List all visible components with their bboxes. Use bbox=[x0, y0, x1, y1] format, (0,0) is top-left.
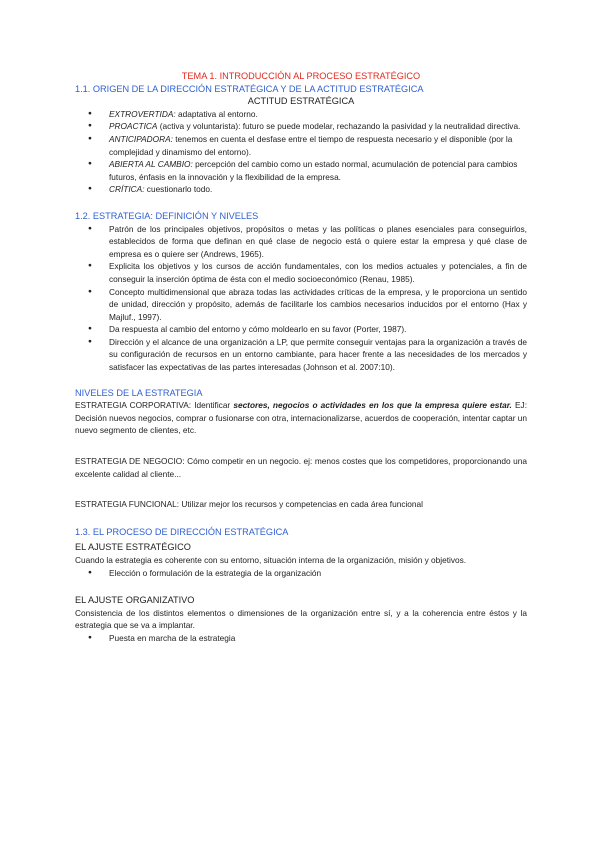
emphasis: sectores, negocios o actividades en los que la empresa quiere estar. bbox=[233, 400, 512, 411]
text: Identificar bbox=[191, 400, 234, 411]
ajuste-estrategico-text: Cuando la estrategia es coherente con su entorno, situación interna de la organización, misión y objetivos. bbox=[75, 555, 467, 565]
list-item bbox=[88, 183, 527, 196]
section-1-heading: 1.1. ORIGEN DE LA DIRECCIÓN ESTRATÉGICA Y DE LA ACTITUD ESTRATÉGICA bbox=[75, 83, 424, 94]
ajuste-organizativo-list bbox=[75, 632, 527, 645]
estrategia-corporativa bbox=[75, 399, 527, 437]
text: EJ: Decisión nuevos negocios, comprar o fusionarse con otra, internacionalizarse, acuerdos de cooperación, intentar captar un nuevo segmento de clientes, etc. bbox=[75, 400, 527, 436]
item-text: cuestionarlo todo. bbox=[144, 184, 213, 195]
list-item: ● Dirección y el alcance de una organización a LP, que permite conseguir ventajas para la organización a través de su configuración de recursos en un entorno cambiante, para hacer frente a las necesidades de los mercados y satisfacer las expectativas de las partes interesadas (Johnson et al. 2007:10). bbox=[88, 336, 527, 374]
text: Utilizar mejor los recursos y competencias en cada área funcional bbox=[179, 499, 423, 510]
niveles-heading: NIVELES DE LA ESTRATEGIA bbox=[75, 387, 203, 398]
text: Cómo competir en un negocio. ej: menos costes que los competidores, proporcionando una excelente calidad al cliente... bbox=[75, 456, 528, 479]
term: PROACTICA bbox=[109, 121, 158, 132]
ajuste-estrategico-title: EL AJUSTE ESTRATÉGICO bbox=[75, 542, 191, 553]
list-item: ● Patrón de los principales objetivos, propósitos o metas y las políticas o planes esenciales para conseguirlos, establecidos de forma que definan en qué clase de negocio está o quiere estar la empresa y qué clase de empresa es o quiere ser (Andrews, 1965). bbox=[88, 223, 527, 261]
term: ANTICIPADORA: bbox=[109, 133, 173, 144]
term: CRÍTICA: bbox=[109, 184, 145, 195]
term: ABIERTA AL CAMBIO: bbox=[109, 159, 193, 170]
document-content bbox=[75, 70, 527, 645]
estrategia-funcional bbox=[75, 498, 527, 511]
estrategia-negocio bbox=[75, 455, 527, 480]
list-item: ● Da respuesta al cambio del entorno y cómo moldearlo en su favor (Porter, 1987). bbox=[88, 323, 527, 336]
list-item bbox=[88, 120, 527, 133]
ajuste-organizativo-title: EL AJUSTE ORGANIZATIVO bbox=[75, 595, 195, 606]
label: ESTRATEGIA FUNCIONAL: bbox=[75, 499, 180, 510]
label: ESTRATEGIA CORPORATIVA: bbox=[75, 400, 192, 411]
document-title: TEMA 1. INTRODUCCIÓN AL PROCESO ESTRATÉGICO bbox=[181, 71, 421, 81]
ajuste-estrategico-list bbox=[75, 567, 527, 580]
label: ESTRATEGIA DE NEGOCIO: bbox=[75, 456, 185, 467]
list-item: ● Puesta en marcha de la estrategia bbox=[88, 632, 527, 645]
definiciones-list bbox=[75, 223, 527, 374]
section-2-heading: 1.2. ESTRATEGIA: DEFINICIÓN Y NIVELES bbox=[75, 210, 259, 221]
item-text: adaptativa al entorno. bbox=[175, 108, 258, 119]
list-item: ● Explicita los objetivos y los cursos de acción fundamentales, con los medios actuales y potenciales, a fin de conseguir la inserción óptima de ésta con el medio socioeconómico (Renau, 1985). bbox=[88, 260, 527, 285]
section-3-heading: 1.3. EL PROCESO DE DIRECCIÓN ESTRATÉGICA bbox=[75, 526, 289, 537]
list-item: ● Elección o formulación de la estrategia de la organización bbox=[88, 567, 527, 580]
item-text: (activa y voluntarista): futuro se puede modelar, rechazando la pasividad y la neutralidad directiva. bbox=[157, 121, 521, 132]
item-text: tenemos en cuenta el desfase entre el tiempo de respuesta necesario y el disponible (por la complejidad y dinamismo del entorno). bbox=[109, 133, 513, 157]
actitud-estrategica-subtitle: ACTITUD ESTRATÉGICA bbox=[247, 96, 355, 107]
list-item bbox=[88, 108, 527, 121]
list-item: ● Concepto multidimensional que abraza todas las actividades críticas de la empresa, y le proporciona un sentido de unidad, dirección y propósito, además de facilitarle los cambios necesarios inducidos por el entorno (Hax y Majluf., 1997). bbox=[88, 286, 527, 324]
list-item bbox=[88, 133, 527, 158]
list-item bbox=[88, 158, 527, 183]
ajuste-organizativo-text: Consistencia de los distintos elementos o dimensiones de la organización entre sí, y a la coherencia entre éstos y la estrategia que se va a implantar. bbox=[75, 607, 527, 631]
term: EXTROVERTIDA: bbox=[109, 108, 176, 119]
item-text: percepción del cambio como un estado normal, acumulación de potencial para cambios futuros, énfasis en la innovación y la flexibilidad de la empresa. bbox=[109, 159, 518, 182]
actitud-list bbox=[75, 108, 527, 196]
